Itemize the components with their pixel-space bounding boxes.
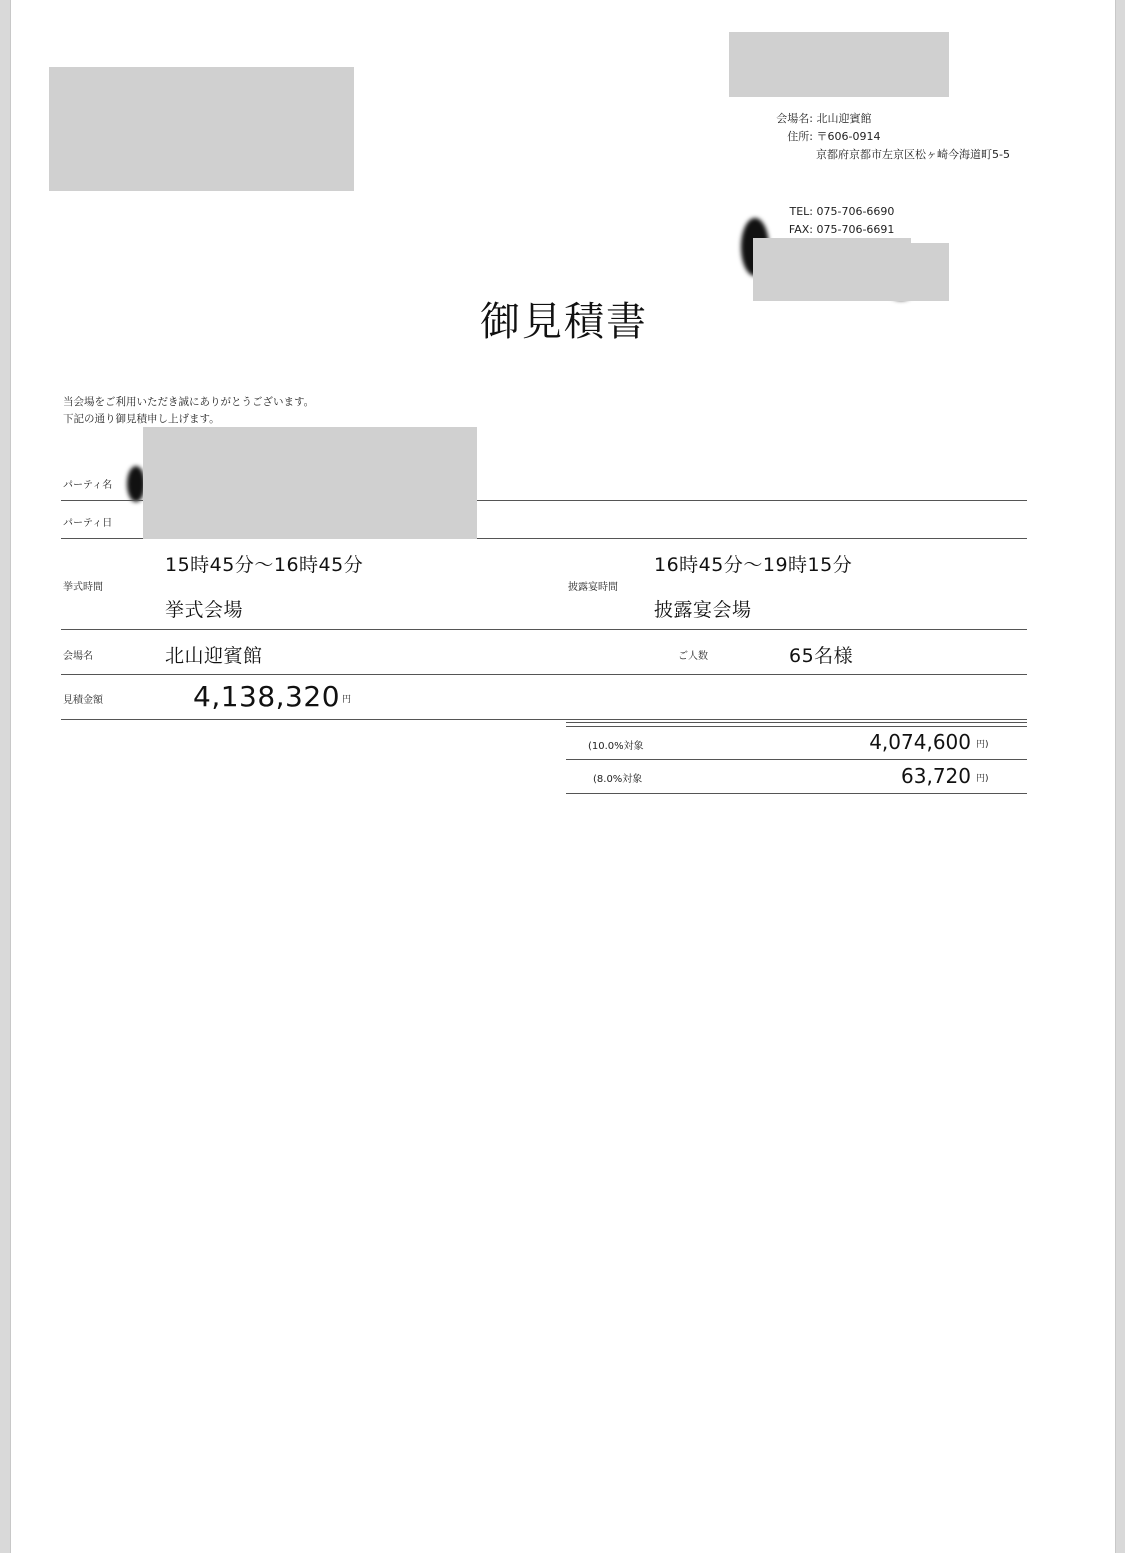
greeting-line-1: 当会場をご利用いただき誠にありがとうございます。 — [63, 396, 315, 408]
greeting-line-2: 下記の通り御見積申し上げます。 — [63, 413, 220, 425]
tax-top-rule-1 — [566, 722, 1027, 723]
ceremony-rule — [61, 629, 1027, 630]
guests-label: ご人数 — [678, 651, 708, 662]
guest-count: 65名様 — [789, 645, 854, 667]
tax-top-rule-2 — [566, 726, 1027, 727]
postal-code: 〒606-0914 — [816, 130, 881, 143]
venue-name-label: 会場名: — [776, 112, 813, 125]
estimate-label: 見積金額 — [63, 695, 103, 706]
estimate-yen: 円 — [342, 695, 352, 705]
contact-info — [779, 203, 894, 239]
tax-10-label: (10.0%対象 — [588, 741, 644, 752]
tax-8-yen: 円) — [976, 774, 989, 784]
estimate-document — [10, 0, 1116, 1553]
fax-number: 075-706-6691 — [816, 223, 895, 236]
address-label: 住所: — [787, 130, 813, 143]
reception-time-label: 披露宴時間 — [568, 582, 618, 593]
tel-label: TEL: — [789, 205, 813, 218]
ceremony-time-label: 挙式時間 — [63, 582, 103, 593]
fax-label: FAX: — [788, 223, 813, 236]
venue-name: 北山迎賓館 — [816, 112, 872, 125]
estimate-amount: 4,138,320 — [193, 680, 341, 713]
document-title: 御見積書 — [480, 299, 648, 345]
redacted-party-info — [143, 427, 477, 539]
reception-venue: 披露宴会場 — [654, 599, 752, 621]
venue-name-value: 北山迎賓館 — [165, 645, 263, 667]
party-date-label: パーティ日 — [63, 518, 113, 529]
tax-10-amount: 4,074,600 — [869, 730, 971, 754]
estimate-rule — [61, 719, 1027, 720]
tax-8-amount: 63,720 — [901, 764, 971, 788]
venue-info — [763, 110, 1010, 164]
venue-label: 会場名 — [63, 651, 93, 662]
tax-bottom-rule — [566, 793, 1027, 794]
ceremony-venue: 挙式会場 — [165, 599, 244, 621]
tax-8-label: (8.0%対象 — [593, 774, 643, 785]
venue-rule — [61, 674, 1027, 675]
redacted-header-block — [729, 32, 949, 97]
ceremony-time: 15時45分〜16時45分 — [165, 554, 364, 576]
redacted-logo — [49, 67, 354, 191]
tel-number: 075-706-6690 — [816, 205, 895, 218]
address: 京都府京都市左京区松ヶ崎今海道町5-5 — [816, 148, 1010, 161]
tax-10-yen: 円) — [976, 740, 989, 750]
reception-time: 16時45分〜19時15分 — [654, 554, 853, 576]
greeting — [63, 394, 314, 428]
party-name-label: パーティ名 — [63, 480, 113, 491]
tax-mid-rule — [566, 759, 1027, 760]
